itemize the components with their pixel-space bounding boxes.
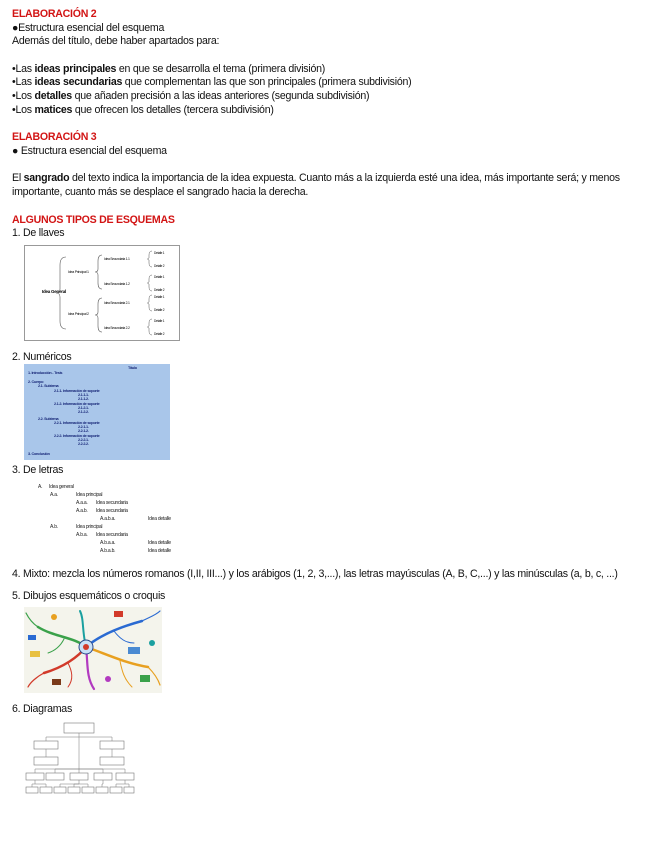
document-page (12, 8, 644, 801)
letras-val: Idea principal (76, 491, 103, 498)
llaves-p2: Idea Principal 2 (68, 311, 89, 316)
letras-val: Idea secundaria (96, 507, 128, 514)
section3-line1: ● Estructura esencial del esquema (12, 144, 167, 157)
numeric-line: 2.2.2.1. (78, 438, 89, 443)
llaves-s21: Idea Secundaria 2.1 (104, 300, 130, 305)
numeric-line: 2.1.1. Información de soporte (54, 389, 100, 394)
numeric-title: Título (128, 366, 137, 371)
letras-diagram (36, 482, 206, 558)
list-item: •Los detalles que añaden precisión a las ideas anteriores (segunda subdivisión) (12, 89, 370, 102)
type-6-label: 6. Diagramas (12, 703, 72, 716)
org-svg (24, 721, 136, 801)
llaves-d: Detalle 1 (154, 274, 165, 279)
llaves-d: Detalle 1 (154, 318, 165, 323)
llaves-root: Idea General (42, 288, 67, 294)
letras-val: Idea general (49, 483, 74, 490)
type-3-label: 3. De letras (12, 464, 64, 477)
llaves-s22: Idea Secundaria 2.2 (104, 325, 130, 330)
llaves-d: Detalle 2 (154, 263, 165, 268)
letras-key: A.b.a.b. (100, 547, 116, 554)
numeric-diagram (24, 364, 170, 460)
section2-title: ELABORACIÓN 2 (12, 8, 97, 20)
llaves-d: Detalle 1 (154, 294, 165, 299)
type-1-label: 1. De llaves (12, 227, 65, 240)
numeric-svg (24, 364, 170, 460)
llaves-p1: Idea Principal 1 (68, 269, 89, 274)
numeric-line: 2.2.1. Información de soporte (54, 421, 100, 426)
letras-key: A. (38, 483, 43, 490)
letras-key: A.b.a. (76, 531, 88, 538)
numeric-line: 1. Introducción - Tesis (28, 371, 63, 376)
type-5-label: 5. Dibujos esquemáticos o croquis (12, 589, 166, 602)
letras-val: Idea principal (76, 523, 103, 530)
llaves-s12: Idea Secundaria 1.2 (104, 281, 130, 286)
letras-key: A.b.a.a. (100, 539, 116, 546)
numeric-line: 2.1.1.1. (78, 393, 89, 398)
numeric-line: 2.2. Subtema (38, 417, 59, 422)
numeric-line: 2.2.1.2. (78, 429, 89, 434)
letras-val: Idea secundaria (96, 499, 128, 506)
letras-val: Idea detalle (148, 539, 171, 546)
letras-key: A.a.a. (76, 499, 88, 506)
numeric-line: 2.1.1.2. (78, 397, 89, 402)
section2-line2: Además del título, debe haber apartados para: (12, 35, 220, 48)
letras-svg (36, 482, 206, 558)
llaves-s11: Idea Secundaria 1.1 (104, 256, 130, 261)
numeric-line: 2.2.2.2. (78, 442, 89, 447)
letras-key: A.a. (50, 491, 58, 498)
section3-title: ELABORACIÓN 3 (12, 131, 97, 144)
section3-paragraph: El sangrado del texto indica la importancia de la idea expuesta. Cuanto más a la izquierda esté una idea, más importante será; y menos importante, cuanto más se desplace el sangrado hacia la derecha. (12, 172, 620, 198)
letras-val: Idea secundaria (96, 531, 128, 538)
llaves-svg (24, 245, 180, 341)
croquis-svg (24, 607, 162, 693)
type-4-label: 4. Mixto: mezcla los números romanos (I,II, III...) y los arábigos (1, 2, 3,...), las letras mayúsculas (A, B, C,...) y las minúsculas (a, b, c, ...) (12, 567, 618, 580)
numeric-line: 2.1. Subtema (38, 384, 59, 389)
llaves-d: Detalle 2 (154, 287, 165, 292)
letras-val: Idea detalle (148, 547, 171, 554)
numeric-line: 3. Conclusión (28, 452, 50, 457)
type-2-label: 2. Numéricos (12, 350, 72, 363)
numeric-line: 2.1.2.2. (78, 410, 89, 415)
letras-key: A.a.b.a. (100, 515, 116, 522)
croquis-image (24, 607, 162, 693)
org-diagram (24, 721, 136, 801)
numeric-line: 2. Cuerpo (28, 380, 44, 385)
letras-val: Idea detalle (148, 515, 171, 522)
numeric-line: 2.1.2. Información de soporte (54, 402, 100, 407)
list-item: •Las ideas principales en que se desarrolla el tema (primera división) (12, 62, 326, 75)
numeric-line: 2.2.1.1. (78, 425, 89, 430)
numeric-line: 2.2.2. Información de soporte (54, 434, 100, 439)
llaves-diagram (24, 245, 180, 341)
numeric-line: 2.1.2.1. (78, 406, 89, 411)
letras-key: A.a.b. (76, 507, 88, 514)
section2-line1: ●Estructura esencial del esquema (12, 21, 165, 34)
llaves-d: Detalle 1 (154, 250, 165, 255)
llaves-d: Detalle 2 (154, 307, 165, 312)
letras-key: A.b. (50, 523, 58, 530)
list-item: •Los matices que ofrecen los detalles (tercera subdivisión) (12, 103, 274, 116)
llaves-d: Detalle 2 (154, 331, 165, 336)
types-title: ALGUNOS TIPOS DE ESQUEMAS (12, 213, 175, 226)
list-item: •Las ideas secundarias que complementan las que son principales (primera subdivisión) (12, 76, 412, 89)
